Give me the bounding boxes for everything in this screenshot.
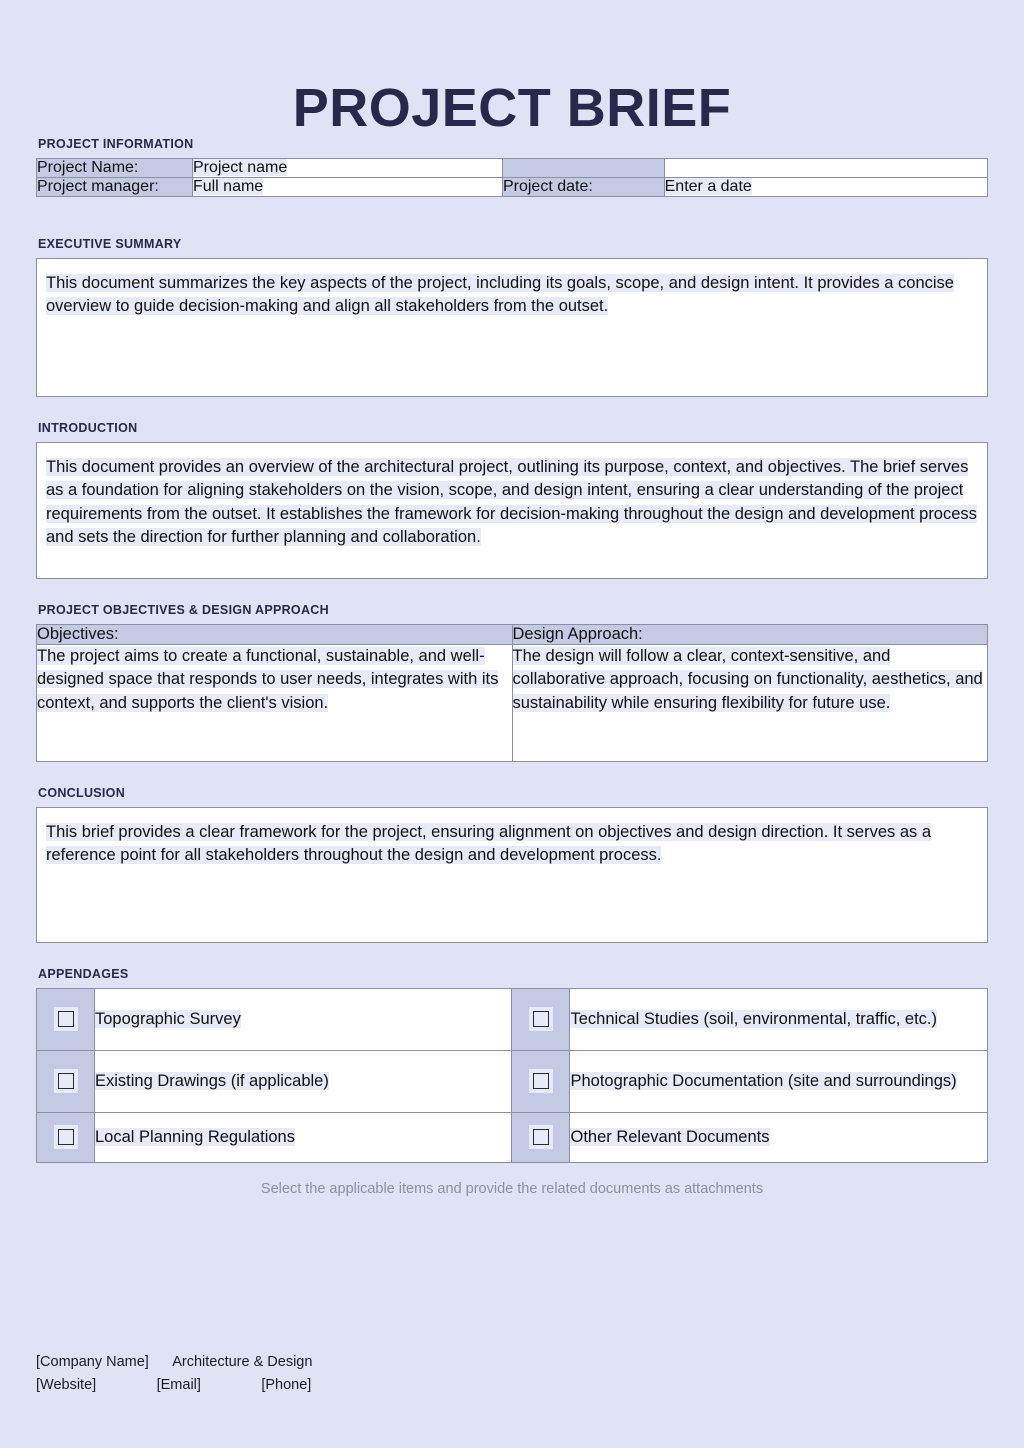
objectives-design-table xyxy=(36,624,988,762)
footer xyxy=(36,1351,312,1396)
appendage-checkbox-local-planning-regulations[interactable] xyxy=(37,1112,95,1162)
project-date-value: Enter a date xyxy=(664,177,752,195)
executive-summary-box[interactable] xyxy=(36,258,988,397)
footer-contact-line: [Website] [Email] [Phone] xyxy=(36,1376,312,1393)
appendages-note: Select the applicable items and provide the related documents as attachments xyxy=(260,1180,764,1197)
page-title: PROJECT BRIEF xyxy=(292,78,732,138)
checkbox-icon xyxy=(58,1129,74,1145)
conclusion-box[interactable] xyxy=(36,807,988,943)
introduction-text: This document provides an overview of the architectural project, outlining its purpose, context, and objectives. The brief serves as a foundation for aligning stakeholders on the vision, scope, and design intent, ensuring a clear understanding of the project requirements from the outset. It establishes the framework for decision-making throughout the design and development process and sets the direction for further planning and collaboration. xyxy=(46,457,977,546)
checkbox-icon xyxy=(58,1073,74,1089)
project-information-table xyxy=(36,158,988,197)
design-approach-text: The design will follow a clear, context-sensitive, and collaborative approach, focusing on functionality, aesthetics, and sustainability while ensuring flexibility for future use. xyxy=(512,646,983,712)
table-row xyxy=(37,988,988,1050)
project-manager-field[interactable] xyxy=(192,177,502,196)
project-date-label: Project date: xyxy=(502,177,664,196)
design-approach-body-cell[interactable] xyxy=(512,644,988,761)
project-name-value: Project name xyxy=(192,158,288,176)
project-date-field[interactable] xyxy=(664,177,987,196)
empty-label-cell xyxy=(502,158,664,177)
appendage-label-cell: Local Planning Regulations xyxy=(95,1112,512,1162)
appendage-label-cell: Other Relevant Documents xyxy=(570,1112,988,1162)
objectives-text: The project aims to create a functional, sustainable, and well-designed space that responds to user needs, integrates with its context, and supports the client's vision. xyxy=(37,646,499,712)
conclusion-text: This brief provides a clear framework for the project, ensuring alignment on objectives and design direction. It serves as a reference point for all stakeholders throughout the design and development process. xyxy=(46,822,932,865)
checkbox-icon xyxy=(58,1011,74,1027)
appendage-checkbox-topographic-survey[interactable] xyxy=(37,988,95,1050)
footer-company-line: [Company Name] Architecture & Design xyxy=(36,1354,313,1371)
table-row xyxy=(37,1050,988,1112)
design-approach-header: Design Approach: xyxy=(512,624,988,644)
appendage-label-cell: Existing Drawings (if applicable) xyxy=(95,1050,512,1112)
appendage-label-cell: Technical Studies (soil, environmental, traffic, etc.) xyxy=(570,988,988,1050)
table-row xyxy=(37,644,988,761)
appendages-table xyxy=(36,988,988,1163)
appendage-checkbox-technical-studies[interactable] xyxy=(512,988,570,1050)
appendage-label-cell: Topographic Survey xyxy=(95,988,512,1050)
appendage-checkbox-other-relevant-documents[interactable] xyxy=(512,1112,570,1162)
table-row xyxy=(37,158,988,177)
project-name-label: Project Name: xyxy=(37,158,193,177)
table-header-row xyxy=(37,624,988,644)
table-row xyxy=(37,1112,988,1162)
section-heading-objectives-design-approach: PROJECT OBJECTIVES & DESIGN APPROACH xyxy=(38,602,329,617)
section-heading-project-information: PROJECT INFORMATION xyxy=(38,136,194,151)
executive-summary-text: This document summarizes the key aspects of the project, including its goals, scope, and design intent. It provides a concise overview to guide decision-making and align all stakeholders from the outset. xyxy=(46,273,954,316)
checkbox-icon xyxy=(533,1011,549,1027)
appendage-label-cell: Photographic Documentation (site and surroundings) xyxy=(570,1050,988,1112)
objectives-header: Objectives: xyxy=(37,624,513,644)
project-manager-value: Full name xyxy=(192,177,264,195)
appendage-checkbox-existing-drawings[interactable] xyxy=(37,1050,95,1112)
section-heading-executive-summary: EXECUTIVE SUMMARY xyxy=(38,236,182,251)
project-name-field[interactable] xyxy=(192,158,502,177)
section-heading-introduction: INTRODUCTION xyxy=(38,420,138,435)
checkbox-icon xyxy=(533,1073,549,1089)
objectives-body-cell[interactable] xyxy=(37,644,513,761)
table-row xyxy=(37,177,988,196)
appendage-checkbox-photographic-documentation[interactable] xyxy=(512,1050,570,1112)
project-manager-label: Project manager: xyxy=(37,177,193,196)
introduction-box[interactable] xyxy=(36,442,988,579)
empty-value-cell[interactable] xyxy=(664,158,987,177)
checkbox-icon xyxy=(533,1129,549,1145)
section-heading-conclusion: CONCLUSION xyxy=(38,785,126,800)
section-heading-appendages: APPENDAGES xyxy=(38,966,129,981)
